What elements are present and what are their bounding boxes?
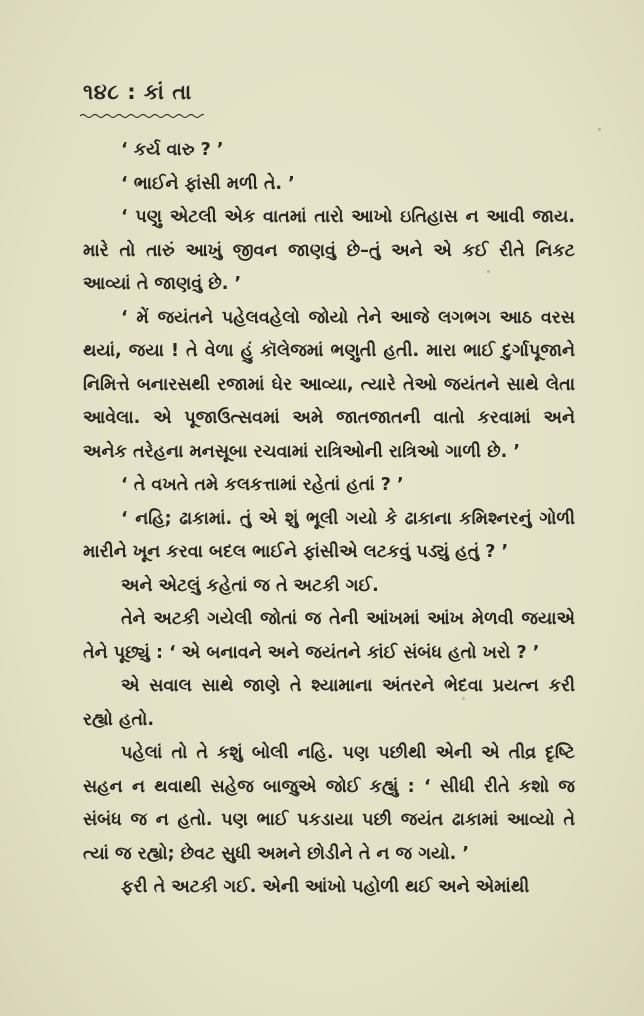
paragraph: ‘ મેં જયંતને પહેલવહેલો જોયો તેને આજે લગભગ આઠ વરસ થયાં, જયા ! તે વેળા હું કૉલેજમાં ભણુતી હતી. મારા ભાઈ દુર્ગાપૂજાને નિમિત્તે બનારસથી રજામાં ઘેર આવ્યા, ત્યારે તેઓ જયંતને સાથે લેતા આવેલા. એ પૂજાઉત્સવમાં અમે જાતજાતની વાતો કરવામાં અને અનેક તરેહના મનસૂબા રચવામાં રાત્રિઓની રાત્રિઓ ગાળી છે. ’ — [83, 307, 575, 462]
paragraph: ‘ નહિ; ઢાકામાં. તું એ શું ભૂલી ગયો કે ઢાકાના કમિશ્નરનું ગોળી મારીને ખૂન કરવા બદલ ભાઈને ફાંસીએ લટકવું પડ્યું હતું ? ’ — [83, 508, 575, 562]
body-text — [83, 134, 575, 905]
paragraph: ‘ કર્ય વારુ ? ’ — [121, 140, 224, 160]
paragraph: પહેલાં તો તે કશું બોલી નહિ. પણ પછીથી એની એ તીવ્ર દૃષ્ટિ સહન ન થવાથી સહેજ બાજુએ જોઈ કહ્યું : ‘ સીધી રીતે કશો જ સંબંધ જ ન હતો. પણ ભાઈ પકડાયા પછી જયંત ઢાકામાં આવ્યો તે ત્યાં જ રહ્યો; છેવટ સુધી અમને છોડીને તે ન જ ગયો. ’ — [83, 743, 575, 864]
header-wavy-rule — [80, 113, 204, 119]
paper-speck — [598, 128, 601, 131]
paragraph: ફરી તે અટકી ગઈ. એની આંખો પહોળી થઈ અને એમાંથી — [121, 877, 530, 897]
page-header — [83, 80, 192, 105]
paragraph: અને એટલું કહેતાં જ તે અટકી ગઈ. — [121, 575, 379, 596]
paragraph: ‘ ભાઈને ફાંસી મળી તે. ’ — [121, 173, 295, 194]
paragraph: એ સવાલ સાથે જાણે તે શ્યામાના અંતરને ભેદવા પ્રયત્ન કરી રહ્યો હતો. — [83, 676, 575, 730]
running-title: કાં તા — [143, 80, 192, 104]
paragraph: ‘ તે વખતે તમે કલકત્તામાં રહેતાં હતાં ? ’ — [121, 475, 404, 495]
paragraph: ‘ પણુ એટલી એક વાતમાં તારો આખો ઇતિહાસ ન આવી જાય. મારે તો તારું આખું જીવન જાણવું છે–તું અને એ કઈ રીતે નિકટ આવ્યાં તે જાણવું છે. ’ — [83, 207, 575, 294]
header-separator: : — [127, 80, 137, 104]
paper-speck — [487, 270, 490, 273]
page-number: ૧૪૮ — [83, 80, 120, 104]
paper-speck — [462, 697, 465, 700]
paragraph: તેને અટકી ગયેલી જોતાં જ તેની આંખમાં આંખ મેળવી જયાએ તેને પૂછ્યું : ‘ એ બનાવને અને જયંતને કાંઈ સંબંધ હતો ખરો ? ’ — [83, 609, 575, 663]
